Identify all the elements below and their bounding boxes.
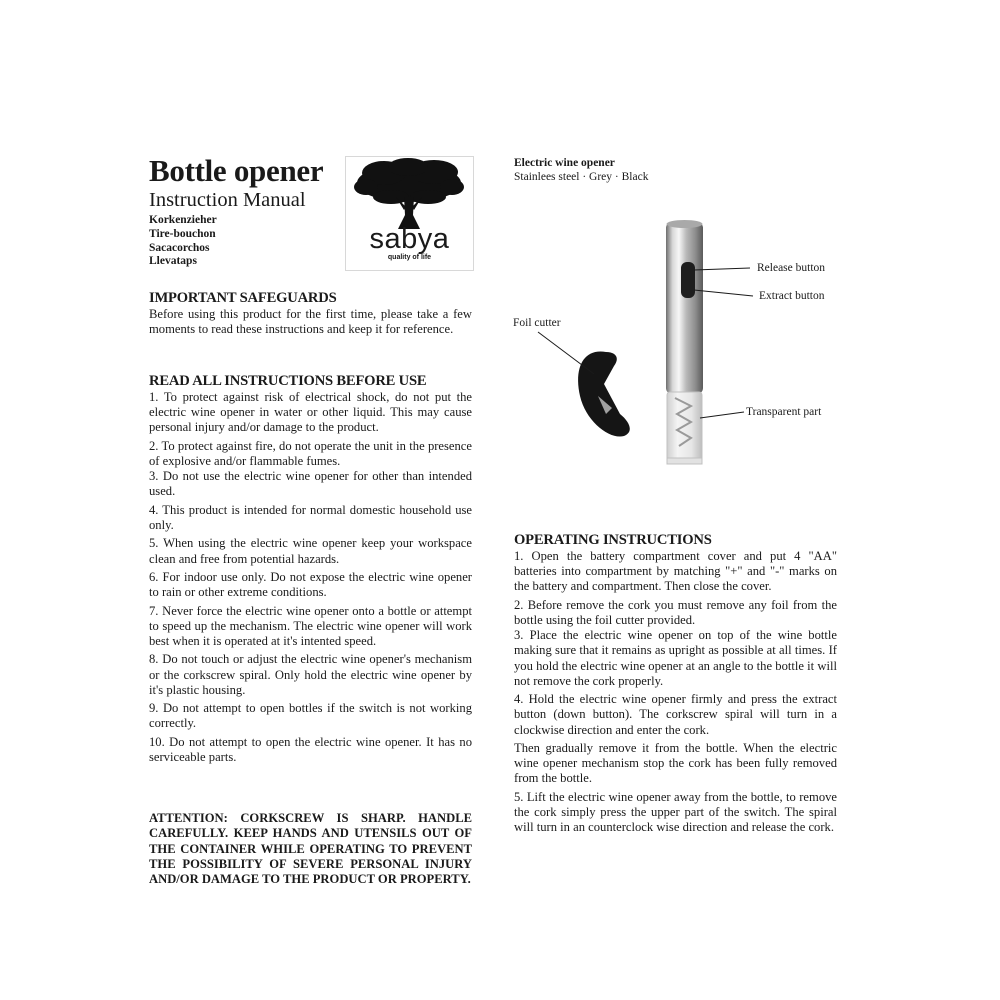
foil-cutter-leader <box>538 332 594 374</box>
list-item: 4. This product is intended for normal domestic household use only. <box>149 502 472 532</box>
translation-item: Llevataps <box>149 255 197 268</box>
list-item: 1. Open the battery compartment cover and put 4 "AA" batteries into compartment by matching "+" and "-" marks on the battery and compartment. Then close the cover. <box>514 549 837 594</box>
opener-steel-body <box>666 222 703 394</box>
list-item: 3. Do not use the electric wine opener for other than intended used. <box>149 469 472 499</box>
extract-button-label: Extract button <box>759 290 825 302</box>
instructions-heading: READ ALL INSTRUCTIONS BEFORE USE <box>149 373 427 389</box>
transparent-part-label: Transparent part <box>746 406 822 418</box>
brand-logo <box>345 156 474 271</box>
list-item: 9. Do not attempt to open bottles if the switch is not working correctly. <box>149 701 472 731</box>
attention-warning: ATTENTION: CORKSCREW IS SHARP. HANDLE CAREFULLY. KEEP HANDS AND UTENSILS OUT OF THE CONTAINER WHILE OPERATING TO PREVENT THE POSSIBILITY OF SEVERE PERSONAL INJURY AND/OR DAMAGE TO THE PRODUCT OR PROPERTY. <box>149 811 472 887</box>
list-item: 10. Do not attempt to open the electric wine opener. It has no serviceable parts. <box>149 734 472 764</box>
list-item: 1. To protect against risk of electrical shock, do not put the electric wine opener in water or other liquid. This may cause personal injury and/or damage to the product. <box>149 390 472 435</box>
page-title: Bottle opener <box>149 153 324 188</box>
foil-cutter-shape <box>578 352 630 437</box>
list-item: 8. Do not touch or adjust the electric wine opener's mechanism or the corkscrew spiral. Only hold the electric wine opener by it's plastic housing. <box>149 652 472 697</box>
tree-icon <box>346 157 473 232</box>
list-item: Then gradually remove it from the bottle. When the electric wine opener mechanism stop the cork has been fully removed from the bottle. <box>514 741 837 786</box>
operating-heading: OPERATING INSTRUCTIONS <box>514 532 712 548</box>
list-item: 3. Place the electric wine opener on top of the wine bottle making sure that it remains as upright as possible at all times. If you hold the electric wine opener at an angle to the bottle it will not remove the cork properly. <box>514 628 837 688</box>
transparent-part-leader <box>700 412 744 418</box>
translations-list <box>149 214 217 269</box>
release-button-label: Release button <box>757 262 826 274</box>
brand-tagline: quality of life <box>387 254 432 261</box>
product-name: Electric wine opener <box>514 157 615 169</box>
operating-section <box>514 531 837 839</box>
list-item: 5. Lift the electric wine opener away from the bottle, to remove the cork simply press the upper part of the switch. The spiral will turn in an counterclock wise direction and release the cork. <box>514 789 837 835</box>
translation-item: Sacacorchos <box>149 241 210 254</box>
safeguards-section <box>149 289 472 337</box>
list-item: 5. When using the electric wine opener keep your workspace clean and free from potential hazards. <box>149 536 472 566</box>
safeguards-heading: IMPORTANT SAFEGUARDS <box>149 290 337 306</box>
translation-item: Tire-bouchon <box>149 227 216 240</box>
product-diagram <box>500 200 860 490</box>
release-extract-switch <box>681 262 695 298</box>
list-item: 2. Before remove the cork you must remove any foil from the bottle using the foil cutter provided. <box>514 597 837 627</box>
list-item: 4. Hold the electric wine opener firmly and press the extract button (down button). The corkscrew spiral will turn in a clockwise direction and enter the cork. <box>514 692 837 737</box>
foil-cutter-label: Foil cutter <box>513 317 561 329</box>
instructions-section <box>149 372 472 768</box>
product-illustration <box>500 200 860 490</box>
list-item: 6. For indoor use only. Do not expose the electric wine opener to rain or other extreme conditions. <box>149 569 472 600</box>
product-variants: Stainlees steel · Grey · Black <box>514 171 649 183</box>
page-subtitle: Instruction Manual <box>149 189 306 211</box>
list-item: 7. Never force the electric wine opener onto a bottle or attempt to speed up the mechanism. The electric wine opener will work best when it is operated at it's intented speed. <box>149 603 472 648</box>
safeguards-intro: Before using this product for the first time, please take a few moments to read these instructions and keep it for reference. <box>149 307 472 337</box>
translation-item: Korkenzieher <box>149 214 217 226</box>
list-item: 2. To protect against fire, do not operate the unit in the presence of explosive and/or flammable fumes. <box>149 438 472 468</box>
brand-name: sabya <box>369 223 450 255</box>
